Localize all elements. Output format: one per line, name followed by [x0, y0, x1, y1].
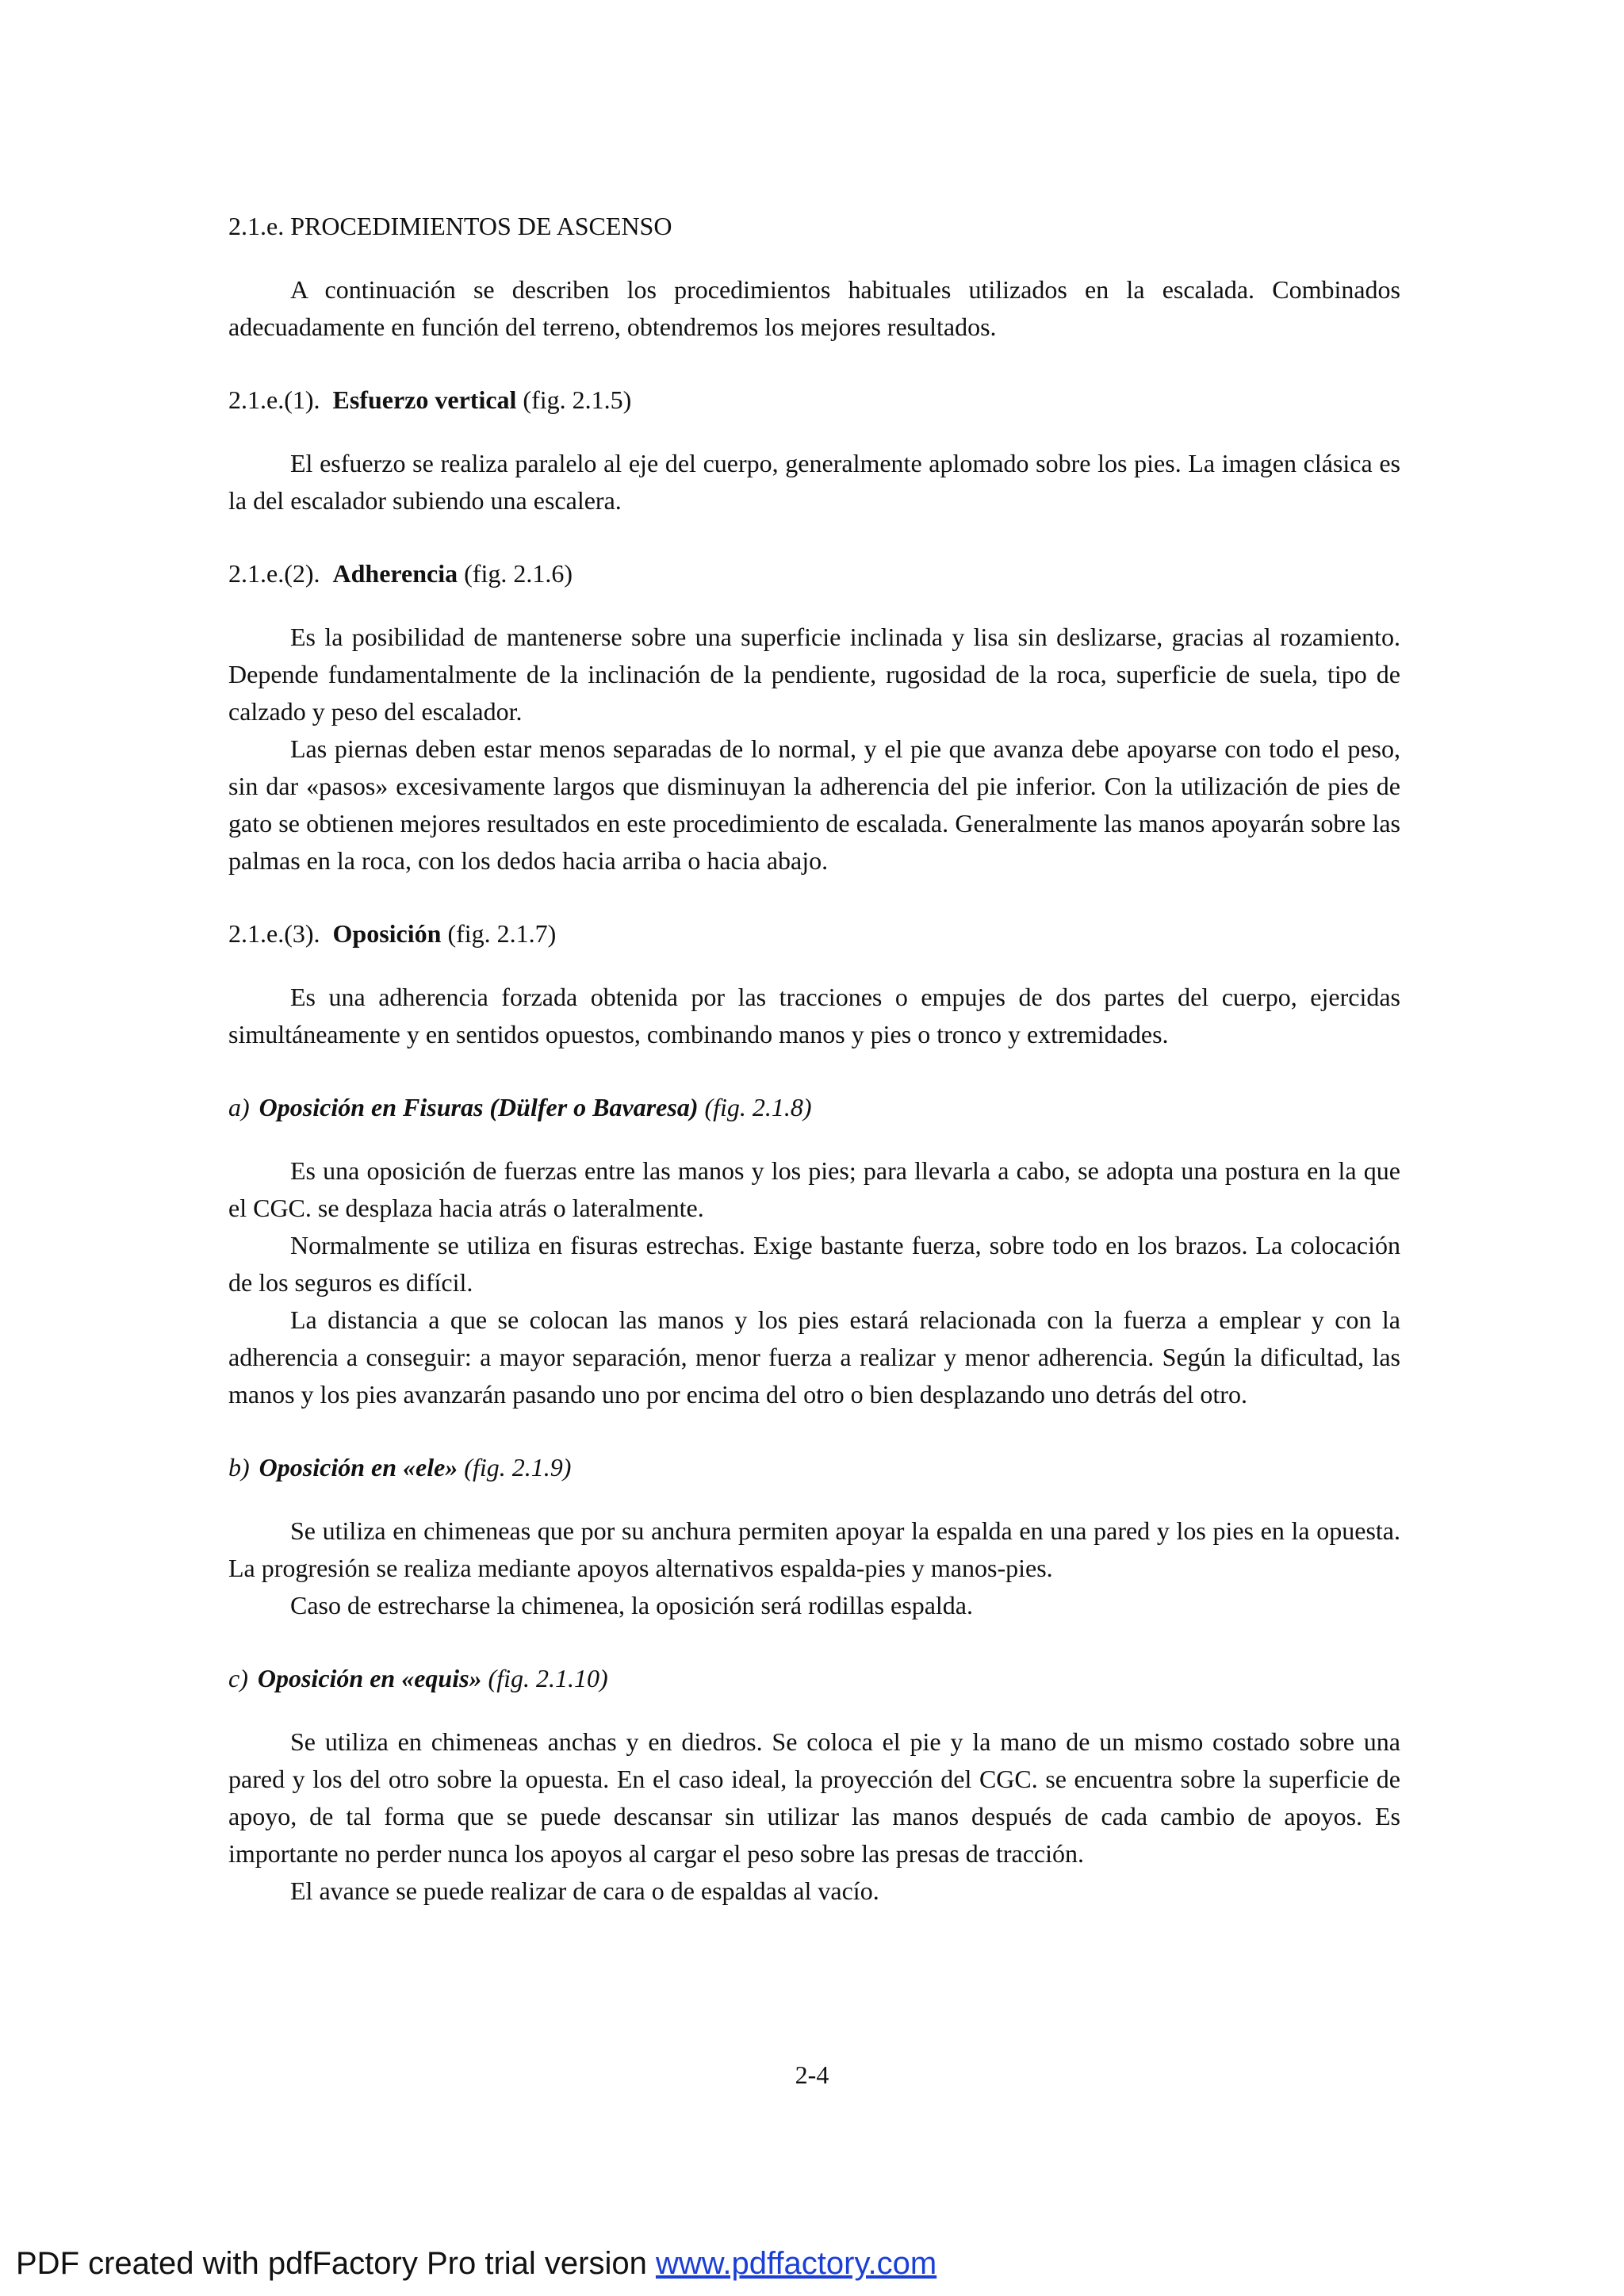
document-page: [228, 208, 1400, 1945]
subsection-number: 2.1.e.(1).: [228, 385, 320, 414]
paragraph: El esfuerzo se realiza paralelo al eje del cuerpo, generalmente aplomado sobre los pies. La imagen clásica es la del escalador subiendo una escalera.: [228, 449, 1400, 515]
subsection-title: Esfuerzo vertical: [332, 385, 517, 414]
subsection-heading-adherencia: [228, 555, 1400, 592]
figure-reference: (fig. 2.1.5): [523, 385, 632, 414]
paragraph: Normalmente se utiliza en fisuras estrechas. Exige bastante fuerza, sobre todo en los brazos. La colocación de los seguros es difícil.: [228, 1231, 1400, 1297]
paragraph: Las piernas deben estar menos separadas de lo normal, y el pie que avanza debe apoyarse con todo el peso, sin dar «pasos» excesivamente largos que disminuyan la adherencia del pie inferior. Con la utilización de pies de gato se obtienen mejores resultados en este procedimiento de escalada. Generalmente las manos apoyarán sobre las palmas en la roca, con los dedos hacia arriba o hacia abajo.: [228, 734, 1400, 875]
subsection-title: Adherencia: [332, 559, 458, 588]
item-letter: b): [228, 1453, 250, 1481]
subsection-number: 2.1.e.(3).: [228, 919, 320, 948]
figure-reference: (fig. 2.1.9): [464, 1453, 572, 1481]
figure-reference: (fig. 2.1.6): [464, 559, 573, 588]
pdf-creator-banner: [16, 2246, 936, 2282]
page-number: 2-4: [795, 2060, 829, 2089]
paragraph: Se utiliza en chimeneas anchas y en diedros. Se coloca el pie y la mano de un mismo costado sobre una pared y los del otro sobre la opuesta. En el caso ideal, la proyección del CGC. se encuentra sobre la superficie de apoyo, de tal forma que se puede descansar sin utilizar las manos después de cada cambio de apoyos. Es importante no perder nunca los apoyos al cargar el peso sobre las presas de tracción.: [228, 1727, 1400, 1868]
item-title: Oposición en «equis»: [257, 1664, 482, 1692]
paragraph: Es una oposición de fuerzas entre las manos y los pies; para llevarla a cabo, se adopta una postura en la que el CGC. se desplaza hacia atrás o lateralmente.: [228, 1156, 1400, 1222]
item-body: [228, 1152, 1400, 1413]
item-body: [228, 1512, 1400, 1624]
item-title: Oposición en «ele»: [259, 1453, 458, 1481]
paragraph: A continuación se describen los procedimientos habituales utilizados en la escalada. Combinados adecuadamente en función del terreno, obtendremos los mejores resultados.: [228, 275, 1400, 341]
subsection-heading-oposicion: [228, 915, 1400, 953]
subsection-title: Oposición: [332, 919, 442, 948]
item-heading-fisuras: [228, 1089, 1400, 1126]
paragraph: Es una adherencia forzada obtenida por las tracciones o empujes de dos partes del cuerpo, ejercidas simultáneamente y en sentidos opuestos, combinando manos y pies o tronco y extremidades.: [228, 983, 1400, 1048]
banner-text: PDF created with pdfFactory Pro trial version: [16, 2246, 656, 2281]
section-title: 2.1.e. PROCEDIMIENTOS DE ASCENSO: [228, 212, 672, 240]
item-letter: c): [228, 1664, 248, 1692]
section-intro-block: [228, 271, 1400, 346]
figure-reference: (fig. 2.1.8): [704, 1093, 812, 1121]
paragraph: Caso de estrecharse la chimenea, la oposición será rodillas espalda.: [290, 1591, 973, 1619]
item-title: Oposición en Fisuras (Dülfer o Bavaresa): [259, 1093, 699, 1121]
paragraph: Es la posibilidad de mantenerse sobre una superficie inclinada y lisa sin deslizarse, gracias al rozamiento. Depende fundamentalmente de la inclinación de la pendiente, rugosidad de la roca, superficie de suela, tipo de calzado y peso del escalador.: [228, 623, 1400, 726]
subsection-body: [228, 619, 1400, 880]
subsection-body: [228, 979, 1400, 1053]
item-heading-equis: [228, 1660, 1400, 1697]
figure-reference: (fig. 2.1.7): [447, 919, 557, 948]
pdffactory-link[interactable]: www.pdffactory.com: [655, 2246, 937, 2281]
subsection-heading-esfuerzo-vertical: [228, 381, 1400, 419]
paragraph: Se utiliza en chimeneas que por su anchura permiten apoyar la espalda en una pared y los pies en la opuesta. La progresión se realiza mediante apoyos alternativos espalda-pies y manos-pies.: [228, 1516, 1400, 1582]
item-heading-ele: [228, 1449, 1400, 1486]
item-letter: a): [228, 1093, 250, 1121]
subsection-number: 2.1.e.(2).: [228, 559, 320, 588]
item-body: [228, 1723, 1400, 1910]
paragraph: El avance se puede realizar de cara o de espaldas al vacío.: [290, 1876, 879, 1905]
paragraph: La distancia a que se colocan las manos y los pies estará relacionada con la fuerza a emplear y con la adherencia a conseguir: a mayor separación, menor fuerza a realizar y menor adherencia. Según la dificultad, las manos y los pies avanzarán pasando uno por encima del otro o bien desplazando uno detrás del otro.: [228, 1305, 1400, 1409]
figure-reference: (fig. 2.1.10): [488, 1664, 608, 1692]
subsection-body: [228, 445, 1400, 519]
